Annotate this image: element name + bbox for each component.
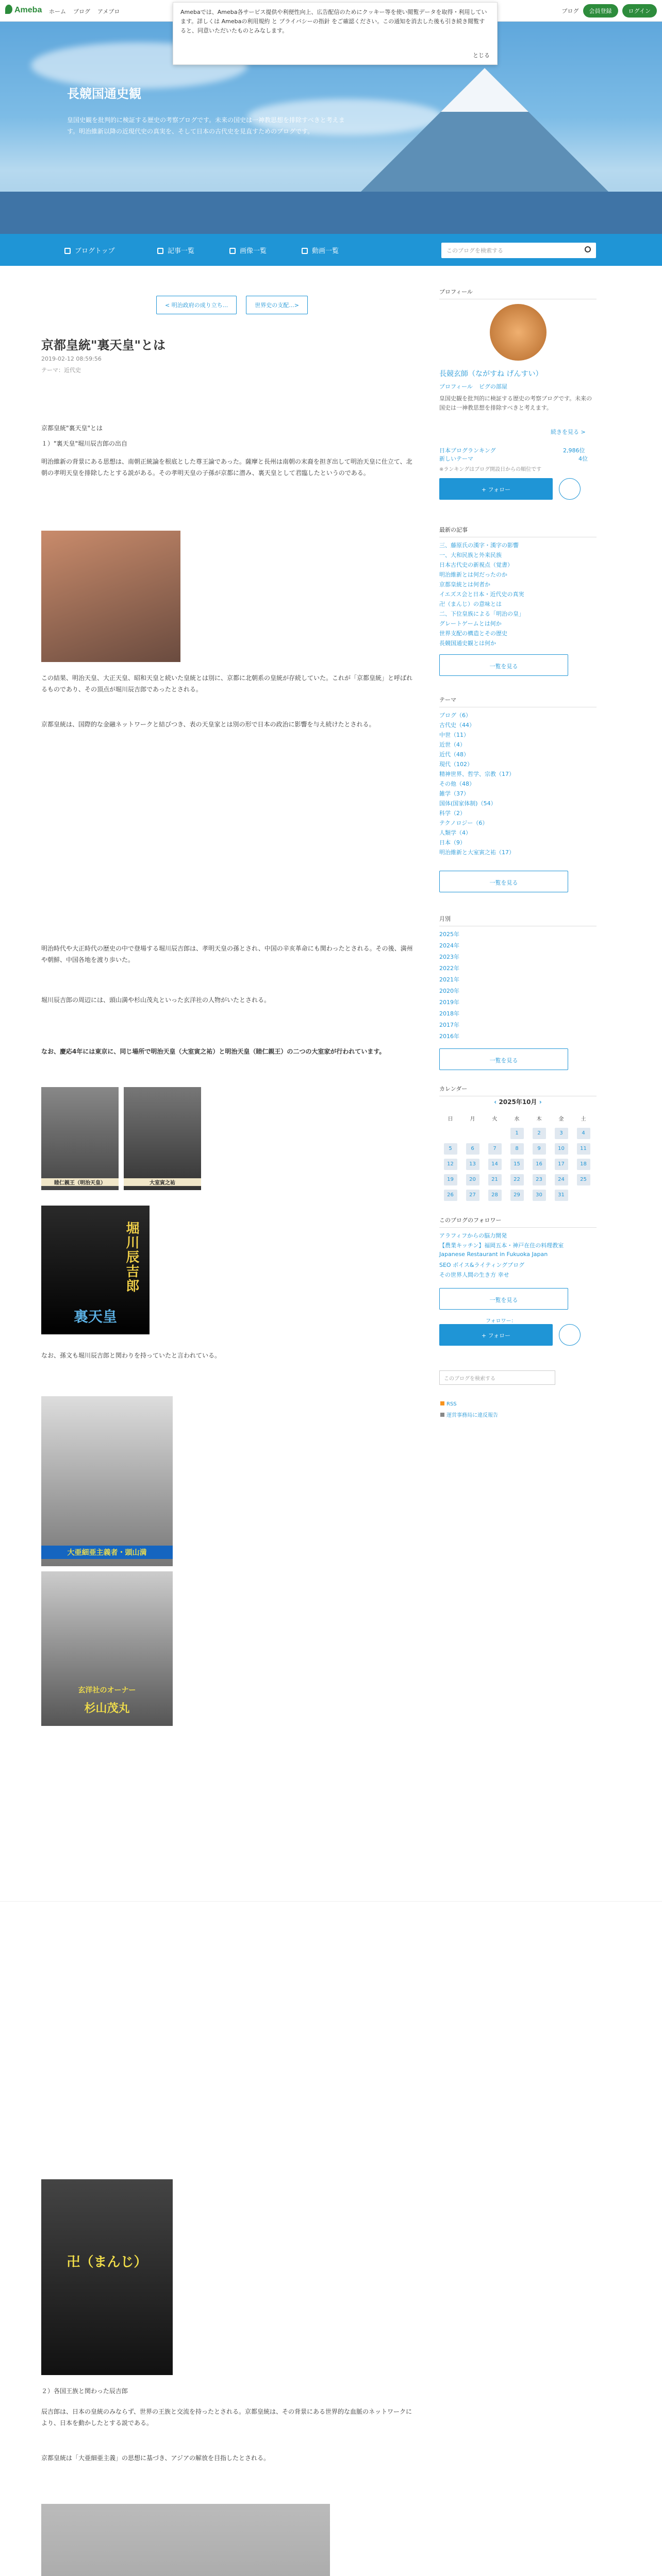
calendar-day[interactable]: 6 bbox=[466, 1143, 479, 1155]
calendar-day bbox=[466, 1127, 479, 1139]
calendar-grid bbox=[439, 1110, 594, 1203]
top-right-actions bbox=[562, 4, 657, 18]
samurai-painting-image bbox=[41, 531, 180, 662]
article-paragraph: 堀川辰吉郎の周辺には、頭山満や杉山茂丸といった玄洋社の人物がいたとされる。 bbox=[41, 996, 271, 1004]
theme-link[interactable]: 明治維新と大室寅之祐（17） bbox=[439, 849, 515, 856]
sugiyama-portrait-image bbox=[41, 1571, 173, 1726]
ameba-leaf-icon bbox=[5, 5, 12, 14]
calendar-cell bbox=[572, 1188, 594, 1203]
rss-icon bbox=[440, 1401, 444, 1405]
top-nav bbox=[49, 7, 120, 15]
recent-article-link[interactable]: イエズス会と日本・近代史の真実 bbox=[439, 591, 524, 598]
article-date: 2019-02-12 08:59:56 bbox=[41, 355, 102, 362]
calendar-cell bbox=[439, 1157, 461, 1172]
article-pager bbox=[41, 296, 423, 314]
calendar-cell bbox=[484, 1126, 506, 1141]
calendar-cell bbox=[572, 1157, 594, 1172]
signup-button[interactable]: 会員登録 bbox=[583, 4, 618, 18]
calendar-cell bbox=[550, 1188, 572, 1203]
calendar-cell bbox=[484, 1157, 506, 1172]
archive-year-link[interactable]: 2016年 bbox=[439, 1033, 459, 1040]
archive-year-link[interactable]: 2022年 bbox=[439, 965, 459, 972]
report-link[interactable]: 運営事務局に違反報告 bbox=[440, 1411, 498, 1418]
horikawa-portrait-image bbox=[41, 1206, 150, 1334]
photo-caption: 卍（まんじ） bbox=[67, 2255, 147, 2270]
theme-heading: テーマ bbox=[439, 696, 597, 707]
profile-bio: 皇国史観を批判的に検証する歴史の考察ブログです。未来の国史は一神教思想を排除すべきと考えます。 bbox=[439, 395, 592, 411]
calendar-day[interactable]: 18 bbox=[577, 1159, 590, 1170]
article-paragraph: ２）各国王族と関わった辰吉郎 bbox=[41, 2387, 128, 2395]
archive-year-link[interactable]: 2018年 bbox=[439, 1010, 459, 1017]
nav-video-list[interactable]: 動画一覧 bbox=[302, 245, 339, 255]
video-icon bbox=[302, 248, 308, 254]
theme-link[interactable]: 雑学（37） bbox=[439, 790, 469, 797]
calendar-day[interactable]: 1 bbox=[510, 1128, 524, 1139]
cookie-close-button[interactable]: とじる bbox=[473, 52, 490, 59]
top-nav-ameblo[interactable]: アメブロ bbox=[97, 8, 120, 15]
calendar-cell bbox=[550, 1126, 572, 1141]
nav-blog-top[interactable]: ブログトップ bbox=[64, 245, 115, 255]
calendar-cell bbox=[572, 1126, 594, 1141]
photo-caption: 睦仁親王（明治天皇） bbox=[41, 1178, 119, 1186]
calendar-next-icon[interactable]: › bbox=[539, 1098, 542, 1106]
recent-article-link[interactable]: 日本古代史の新視点（覚書） bbox=[439, 562, 513, 568]
calendar-day[interactable]: 14 bbox=[488, 1159, 502, 1170]
archive-heading: 月別 bbox=[439, 914, 597, 926]
archive-year-link[interactable]: 2023年 bbox=[439, 954, 459, 960]
follower-count: フォロワー： bbox=[486, 1318, 517, 1324]
toyama-portrait-image bbox=[41, 1396, 173, 1566]
theme-link[interactable]: 科学（2） bbox=[439, 810, 466, 817]
image-icon bbox=[229, 248, 236, 254]
ranking-theme-value: 4位 bbox=[578, 455, 588, 462]
calendar-cell bbox=[484, 1188, 506, 1203]
login-button[interactable]: ログイン bbox=[622, 4, 657, 18]
article-paragraph: 辰吉郎は、日本の皇統のみならず、世界の王族と交流を持ったとされる。京都皇統は、その背景にある世界的な血脈のネットワークにより、日本を動かしたとする説である。 bbox=[41, 2408, 412, 2427]
report-icon bbox=[440, 1413, 444, 1417]
theme-link[interactable]: 国体(国家体制)（54） bbox=[439, 800, 496, 807]
article-paragraph: 京都皇統は「大亜細亜主義」の思想に基づき、アジアの解放を目指したとされる。 bbox=[41, 2454, 270, 2462]
calendar-cell bbox=[572, 1141, 594, 1157]
theme-link[interactable]: 近代（48） bbox=[439, 751, 469, 758]
sidebar-search-input[interactable]: このブログを検索する bbox=[439, 1370, 555, 1385]
recent-article-link[interactable]: 世界支配の構造とその歴史 bbox=[439, 630, 507, 637]
article-paragraph: 明治維新の背景にある思想は、南朝正統論を根底とした尊王論であった。薩摩と長州は南朝の末裔を担ぎ出して明治天皇に仕立て、北朝の孝明天皇を排除したとする説がある。その孝明天皇の子孫が京都に潜み、裏天皇として君臨したというのである。 bbox=[41, 458, 412, 477]
theme-link[interactable]: 精神世界、哲学、宗教（17） bbox=[439, 771, 515, 777]
sun-yatsen-portrait-image bbox=[41, 2504, 330, 2576]
article-paragraph: １）"裏天皇"堀川辰吉郎の出自 bbox=[41, 440, 128, 447]
archive-year-link[interactable]: 2024年 bbox=[439, 942, 459, 949]
calendar-day[interactable]: 4 bbox=[577, 1128, 590, 1139]
article-paragraph: 明治時代や大正時代の歴史の中で登場する堀川辰吉郎は、孝明天皇の孫とされ、中国の辛亥革命にも関わったとされる。その後、満州や朝鮮、中国各地を渡り歩いた。 bbox=[41, 945, 413, 963]
blog-description: 皇国史観を批判的に検証する歴史の考察ブログです。未来の国史は一神教思想を排除すべきと考えます。明治維新以降の近現代史の真実を、そして日本の古代史を見直すためのブログです。 bbox=[67, 116, 345, 135]
calendar-day[interactable]: 10 bbox=[555, 1143, 568, 1155]
follower-blog-link[interactable]: Japanese Restaurant in Fukuoka Japan bbox=[439, 1251, 548, 1258]
calendar-day bbox=[577, 1189, 590, 1200]
follower-blog-link[interactable]: アラフィフからの脳力開発 bbox=[439, 1232, 507, 1239]
calendar-cell bbox=[439, 1141, 461, 1157]
follow-button[interactable]: + フォロー bbox=[439, 478, 553, 500]
calendar-cell bbox=[550, 1141, 572, 1157]
calendar-prev-icon[interactable]: ‹ bbox=[494, 1098, 497, 1106]
calendar-day[interactable]: 23 bbox=[533, 1174, 546, 1185]
photo-caption: 大亜細亜主義者・頭山満 bbox=[41, 1546, 173, 1559]
ranking-note: ※ランキングはブログ開設日からの順位です bbox=[439, 467, 542, 472]
profile-link[interactable]: プロフィール bbox=[439, 383, 473, 390]
recent-article-link[interactable]: 三、藤原氏の漢字・漢字の影響 bbox=[439, 542, 519, 549]
calendar-cell bbox=[506, 1188, 528, 1203]
calendar-day[interactable]: 17 bbox=[555, 1159, 568, 1170]
follower-blog-link[interactable]: その世界人間の生き方 幸せ bbox=[439, 1272, 509, 1278]
manji-image bbox=[41, 2179, 173, 2375]
calendar-weekday: 金 bbox=[558, 1116, 564, 1122]
calendar-day[interactable]: 3 bbox=[555, 1128, 568, 1139]
calendar-weekday: 火 bbox=[492, 1116, 498, 1122]
recent-article-link[interactable]: 卍（まんじ）の意味とは bbox=[439, 601, 502, 607]
prev-article-button[interactable]: < 明治政府の成り立ち... bbox=[156, 296, 237, 314]
pigg-room-link[interactable]: ピグの部屋 bbox=[478, 383, 507, 390]
follower-blog-link[interactable]: SEO ボイス&ライティングブログ bbox=[439, 1262, 525, 1268]
calendar-day[interactable]: 28 bbox=[488, 1190, 502, 1201]
archive-year-link[interactable]: 2021年 bbox=[439, 976, 459, 983]
calendar-weekday: 土 bbox=[581, 1116, 586, 1122]
followers-more-button[interactable]: 一覧を見る bbox=[439, 1288, 568, 1310]
calendar-cell bbox=[550, 1172, 572, 1188]
archive-year-link[interactable]: 2025年 bbox=[439, 931, 459, 938]
article-theme[interactable]: テーマ：近代史 bbox=[41, 367, 81, 374]
calendar-day[interactable]: 12 bbox=[444, 1159, 457, 1170]
theme-link[interactable]: テクノロジー（6） bbox=[439, 820, 488, 826]
calendar-day[interactable]: 19 bbox=[444, 1174, 457, 1185]
calendar-day[interactable]: 25 bbox=[577, 1174, 590, 1185]
follow-options-button[interactable] bbox=[559, 478, 581, 500]
calendar-day[interactable]: 30 bbox=[533, 1190, 546, 1201]
ameba-logo[interactable]: Ameba bbox=[5, 5, 42, 15]
rss-link[interactable]: RSS bbox=[440, 1401, 457, 1407]
calendar-cell bbox=[506, 1157, 528, 1172]
article-title: 京都皇統"裏天皇"とは bbox=[41, 338, 166, 352]
calendar-cell bbox=[439, 1188, 461, 1203]
calendar-day[interactable]: 15 bbox=[510, 1159, 524, 1170]
home-icon bbox=[64, 248, 71, 254]
theme-link[interactable]: 近世（4） bbox=[439, 741, 466, 748]
calendar-cell bbox=[528, 1126, 550, 1141]
theme-link[interactable]: その他（48） bbox=[439, 781, 475, 787]
calendar-day[interactable]: 21 bbox=[488, 1174, 502, 1185]
calendar-day[interactable]: 24 bbox=[555, 1174, 568, 1185]
portrait-photo bbox=[41, 1087, 119, 1190]
recent-more-button[interactable]: 一覧を見る bbox=[439, 654, 568, 676]
calendar-cell bbox=[439, 1126, 461, 1141]
archive-year-link[interactable]: 2019年 bbox=[439, 999, 459, 1006]
recent-article-link[interactable]: グレートゲームとは何か bbox=[439, 620, 502, 627]
top-nav-blog[interactable]: ブログ bbox=[73, 8, 90, 15]
archive-year-link[interactable]: 2020年 bbox=[439, 988, 459, 994]
calendar-cell bbox=[528, 1141, 550, 1157]
profile-links bbox=[439, 382, 507, 391]
calendar-day[interactable]: 27 bbox=[466, 1190, 479, 1201]
calendar-cell bbox=[506, 1126, 528, 1141]
top-blog-link[interactable]: ブログ bbox=[561, 8, 579, 14]
calendar-cell bbox=[439, 1172, 461, 1188]
calendar-weekday: 月 bbox=[470, 1116, 475, 1122]
theme-link[interactable]: ブログ（6） bbox=[439, 712, 471, 719]
theme-link[interactable]: 中世（11） bbox=[439, 732, 469, 738]
calendar-cell bbox=[484, 1141, 506, 1157]
calendar-day[interactable]: 13 bbox=[466, 1159, 479, 1170]
calendar-day[interactable]: 11 bbox=[577, 1143, 590, 1155]
calendar-month: ‹ 2025年10月 › bbox=[494, 1098, 542, 1106]
top-nav-home[interactable]: ホーム bbox=[49, 8, 66, 15]
calendar-cell bbox=[528, 1157, 550, 1172]
calendar-cell bbox=[550, 1157, 572, 1172]
theme-link[interactable]: 古代史（44） bbox=[439, 722, 475, 728]
calendar-day[interactable]: 16 bbox=[533, 1159, 546, 1170]
calendar-day[interactable]: 7 bbox=[488, 1143, 502, 1155]
ranking-theme-link[interactable]: 新しいテーマ bbox=[439, 455, 473, 462]
blog-nav bbox=[0, 234, 662, 266]
recent-article-link[interactable]: 明治維新とは何だったのか bbox=[439, 571, 507, 578]
calendar-cell bbox=[528, 1188, 550, 1203]
recent-article-link[interactable]: 一、大和民族と外来民族 bbox=[439, 552, 502, 558]
calendar-cell bbox=[572, 1172, 594, 1188]
nav-article-list[interactable]: 記事一覧 bbox=[157, 245, 194, 255]
calendar-cell bbox=[461, 1172, 484, 1188]
cookie-notice bbox=[173, 2, 498, 65]
recent-article-link[interactable]: 二、下位皇族による「明治の皇」 bbox=[439, 611, 524, 617]
ranking-value: 2,986位 bbox=[563, 447, 585, 454]
list-icon bbox=[157, 248, 163, 254]
mountain-snow-shape bbox=[441, 68, 528, 112]
blog-title[interactable]: 長競国通史観 bbox=[67, 87, 141, 101]
cookie-text: Amebaでは、Ameba各サービス提供や利便性向上、広告配信のためにクッキー等を使い閲覧データを取得・利用しています。詳しくは Amebaの利用規約 と プライバシーの指針 をご確認ください。この通知を消去した後も引き続き閲覧すると、同意いただいたものとみなします。 bbox=[180, 9, 487, 34]
photo-caption: 堀川辰吉郎 bbox=[124, 1221, 139, 1293]
calendar-cell bbox=[506, 1141, 528, 1157]
nav-image-list[interactable]: 画像一覧 bbox=[229, 245, 267, 255]
theme-link[interactable]: 現代（102） bbox=[439, 761, 473, 768]
recent-heading: 最新の記事 bbox=[439, 526, 597, 537]
article-paragraph: 京都皇統は、国際的な金融ネットワークと結びつき、表の天皇家とは別の形で日本の政治に影響を与え続けたとされる。 bbox=[41, 721, 375, 728]
follower-blog-link[interactable]: 【農業キッチン】福岡五本・神戸在住の料理教室 bbox=[439, 1242, 564, 1249]
calendar-cell bbox=[461, 1188, 484, 1203]
photo-caption: 大室寅之祐 bbox=[124, 1178, 201, 1186]
ranking-link[interactable]: 日本ブログランキング bbox=[439, 447, 496, 454]
calendar-cell bbox=[461, 1157, 484, 1172]
photo-caption: 裏天皇 bbox=[73, 1308, 117, 1325]
blog-search-input[interactable]: このブログを検索する bbox=[441, 243, 596, 258]
avatar[interactable] bbox=[490, 304, 547, 361]
calendar-day[interactable]: 31 bbox=[555, 1190, 568, 1201]
calendar-day[interactable]: 20 bbox=[466, 1174, 479, 1185]
follow-button-bottom[interactable]: + フォロー bbox=[439, 1324, 553, 1346]
article-paragraph: この結果、明治天皇、大正天皇、昭和天皇と続いた皇統とは別に、京都に北朝系の皇統が存続していた。これが「京都皇統」と呼ばれるものであり、その頂点が堀川辰吉郎であったとされる。 bbox=[41, 674, 413, 693]
portrait-photo bbox=[124, 1087, 201, 1190]
follow-options-button[interactable] bbox=[559, 1324, 581, 1346]
article-paragraph: 京都皇統"裏天皇"とは bbox=[41, 425, 103, 432]
calendar-weekday: 日 bbox=[448, 1116, 453, 1122]
calendar-day[interactable]: 22 bbox=[510, 1174, 524, 1185]
article-bold-note: なお、慶応4年には東京に、同じ場所で明治天皇（大室寅之祐）と明治天皇（睦仁親王）の二つの大室家が行われています。 bbox=[41, 1048, 386, 1055]
calendar-weekday: 木 bbox=[536, 1116, 542, 1122]
theme-more-button[interactable]: 一覧を見る bbox=[439, 871, 568, 892]
article-column bbox=[41, 273, 423, 2462]
profile-heading: プロフィール bbox=[439, 287, 597, 299]
profile-name[interactable]: 長競玄師（ながすね げんすい） bbox=[439, 370, 543, 378]
calendar-cell bbox=[484, 1172, 506, 1188]
photo-caption: 玄洋社のオーナー bbox=[78, 1686, 136, 1694]
theme-link[interactable]: 日本（9） bbox=[439, 839, 466, 846]
calendar-cell bbox=[528, 1172, 550, 1188]
archive-year-link[interactable]: 2017年 bbox=[439, 1022, 459, 1028]
calendar-day bbox=[444, 1127, 457, 1139]
photo-caption: 杉山茂丸 bbox=[84, 1702, 130, 1715]
article-paragraph: なお、孫文も堀川辰吉郎と関わりを持っていたと言われている。 bbox=[41, 1352, 221, 1359]
calendar-day bbox=[488, 1127, 502, 1139]
calendar-day[interactable]: 8 bbox=[510, 1143, 524, 1155]
followers-heading: このブログのフォロワー bbox=[439, 1216, 597, 1228]
calendar-cell bbox=[506, 1172, 528, 1188]
calendar-heading: カレンダー bbox=[439, 1084, 597, 1096]
calendar-day[interactable]: 26 bbox=[444, 1190, 457, 1201]
calendar-day[interactable]: 5 bbox=[444, 1143, 457, 1155]
calendar-weekday: 水 bbox=[514, 1116, 520, 1122]
page-section-break bbox=[0, 1901, 662, 1978]
recent-article-link[interactable]: 京都皇統とは何者か bbox=[439, 581, 490, 588]
theme-link[interactable]: 人類学（4） bbox=[439, 829, 471, 836]
next-article-button[interactable]: 世界史の支配...> bbox=[246, 296, 308, 314]
archive-more-button[interactable]: 一覧を見る bbox=[439, 1048, 568, 1070]
search-icon[interactable] bbox=[585, 246, 591, 252]
calendar-day[interactable]: 29 bbox=[510, 1190, 524, 1201]
calendar-day[interactable]: 2 bbox=[533, 1128, 546, 1139]
profile-more-link[interactable]: 続きを見る > bbox=[551, 429, 586, 435]
mountain-ridge-shape bbox=[0, 192, 662, 234]
calendar-cell bbox=[461, 1126, 484, 1141]
recent-article-link[interactable]: 長競国通史観とは何か bbox=[439, 640, 496, 647]
calendar-day[interactable]: 9 bbox=[533, 1143, 546, 1155]
calendar-cell bbox=[461, 1141, 484, 1157]
